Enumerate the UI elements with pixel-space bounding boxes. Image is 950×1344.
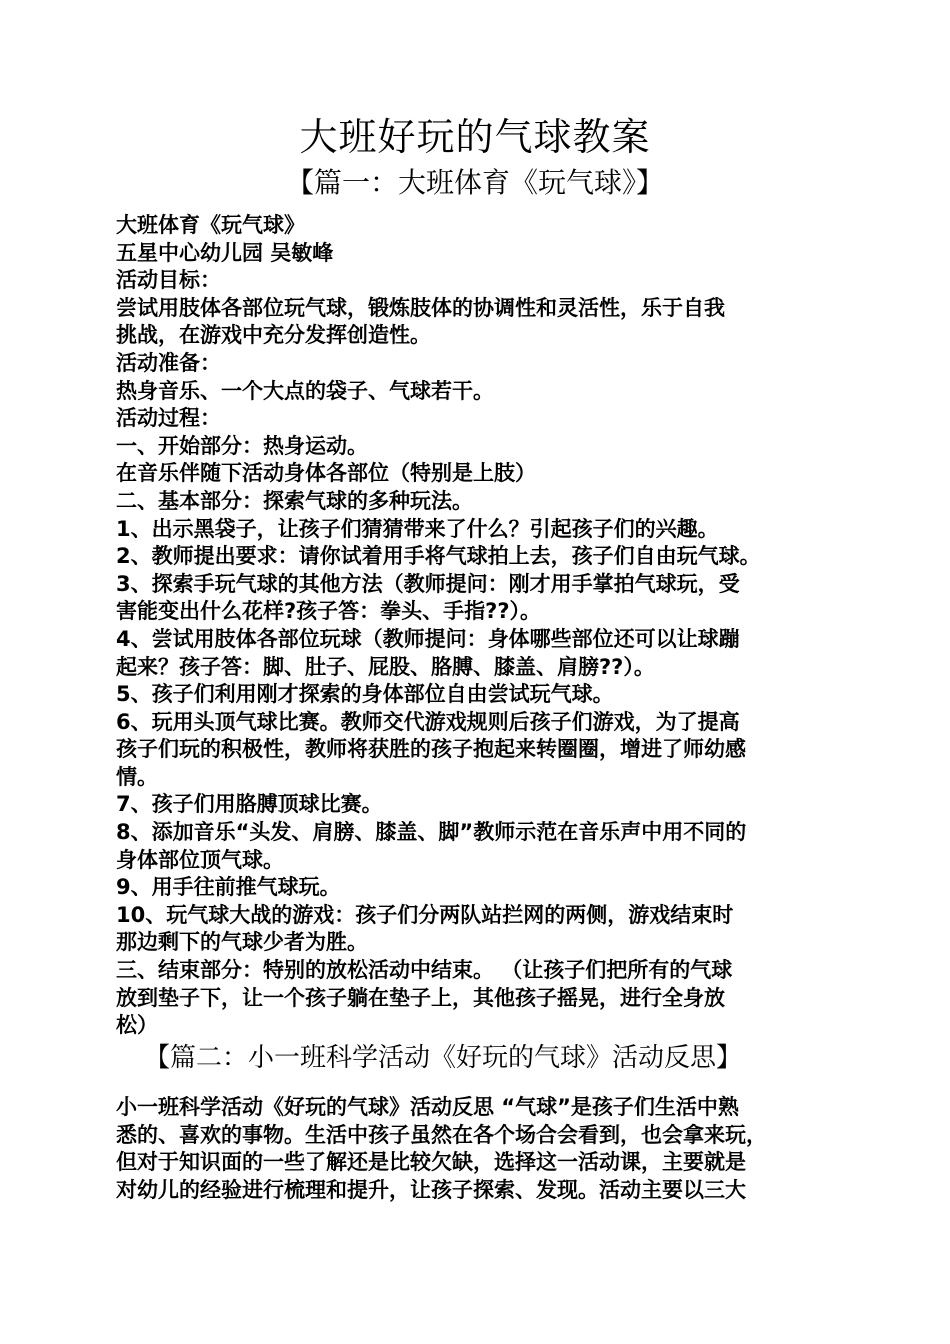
text-line: 热身音乐、一个大点的袋子、气球若干。 — [116, 378, 494, 403]
text-line: 松） — [116, 1013, 158, 1038]
text-line: 8、添加音乐“头发、肩膀、膝盖、脚”教师示范在音乐声中用不同的 — [116, 820, 747, 845]
document-title: 大班好玩的气球教案 — [299, 115, 651, 159]
text-line: 6、玩用头顶气球比赛。教师交代游戏规则后孩子们游戏，为了提高 — [116, 709, 740, 734]
text-line: 7、孩子们用胳膊顶球比赛。 — [116, 792, 383, 817]
text-line: 4、尝试用肢体各部位玩球（教师提问：身体哪些部位还可以让球蹦 — [116, 626, 740, 651]
text-line: 活动过程： — [116, 406, 221, 431]
text-line: 但对于知识面的一些了解还是比较欠缺，选择这一活动课，主要就是 — [116, 1150, 746, 1175]
text-line: 害能变出什么花样?孩子答：拳头、手指??）。 — [116, 599, 542, 624]
text-line: 身体部位顶气球。 — [116, 847, 284, 872]
text-line: 大班体育《玩气球》 — [116, 213, 305, 237]
text-line: 起来？孩子答：脚、肚子、屁股、胳膊、膝盖、肩膀??）。 — [116, 654, 655, 679]
text-line: 二、基本部分：探索气球的多种玩法。 — [116, 488, 473, 513]
section2-heading: 【篇二：小一班科学活动《好玩的气球》活动反思】 — [144, 1043, 743, 1073]
text-line: 孩子们玩的积极性，教师将获胜的孩子抱起来转圈圈，增进了师幼感 — [116, 737, 746, 762]
text-line: 那边剩下的气球少者为胜。 — [116, 930, 368, 955]
text-line: 悉的、喜欢的事物。生活中孩子虽然在各个场合会看到，也会拿来玩， — [116, 1122, 767, 1147]
text-line: 活动准备： — [116, 350, 221, 375]
text-line: 放到垫子下，让一个孩子躺在垫子上，其他孩子摇晃，进行全身放 — [116, 985, 725, 1010]
text-line: 10、玩气球大战的游戏：孩子们分两队站拦网的两侧，游戏结束时 — [116, 902, 734, 927]
text-line: 9、用手往前推气球玩。 — [116, 875, 341, 900]
section1-body — [116, 212, 846, 1040]
text-line: 对幼儿的经验进行梳理和提升，让孩子探索、发现。活动主要以三大 — [116, 1177, 746, 1202]
text-line: 1、出示黑袋子，让孩子们猜猜带来了什么？引起孩子们的兴趣。 — [116, 516, 719, 541]
text-line: 2、教师提出要求：请你试着用手将气球拍上去，孩子们自由玩气球。 — [116, 544, 761, 569]
text-line: 5、孩子们利用刚才探索的身体部位自由尝试玩气球。 — [116, 682, 614, 707]
section1-heading: 【篇一：大班体育《玩气球》】 — [285, 166, 664, 199]
text-line: 三、结束部分：特别的放松活动中结束。 （让孩子们把所有的气球 — [116, 958, 733, 983]
text-line: 活动目标： — [116, 268, 221, 293]
text-line: 小一班科学活动《好玩的气球》活动反思 “气球”是孩子们生活中熟 — [116, 1095, 739, 1119]
text-line: 3、探索手玩气球的其他方法（教师提问：刚才用手掌拍气球玩，受 — [116, 571, 740, 596]
text-line: 挑战，在游戏中充分发挥创造性。 — [116, 323, 431, 348]
section2-body — [116, 1094, 846, 1204]
text-line: 一、开始部分：热身运动。 — [116, 433, 368, 458]
text-line: 五星中心幼儿园 吴敏峰 — [116, 240, 334, 265]
text-line: 在音乐伴随下活动身体各部位（特别是上肢） — [116, 461, 536, 486]
text-line: 尝试用肢体各部位玩气球，锻炼肢体的协调性和灵活性，乐于自我 — [116, 295, 725, 320]
text-line: 情。 — [116, 764, 158, 789]
